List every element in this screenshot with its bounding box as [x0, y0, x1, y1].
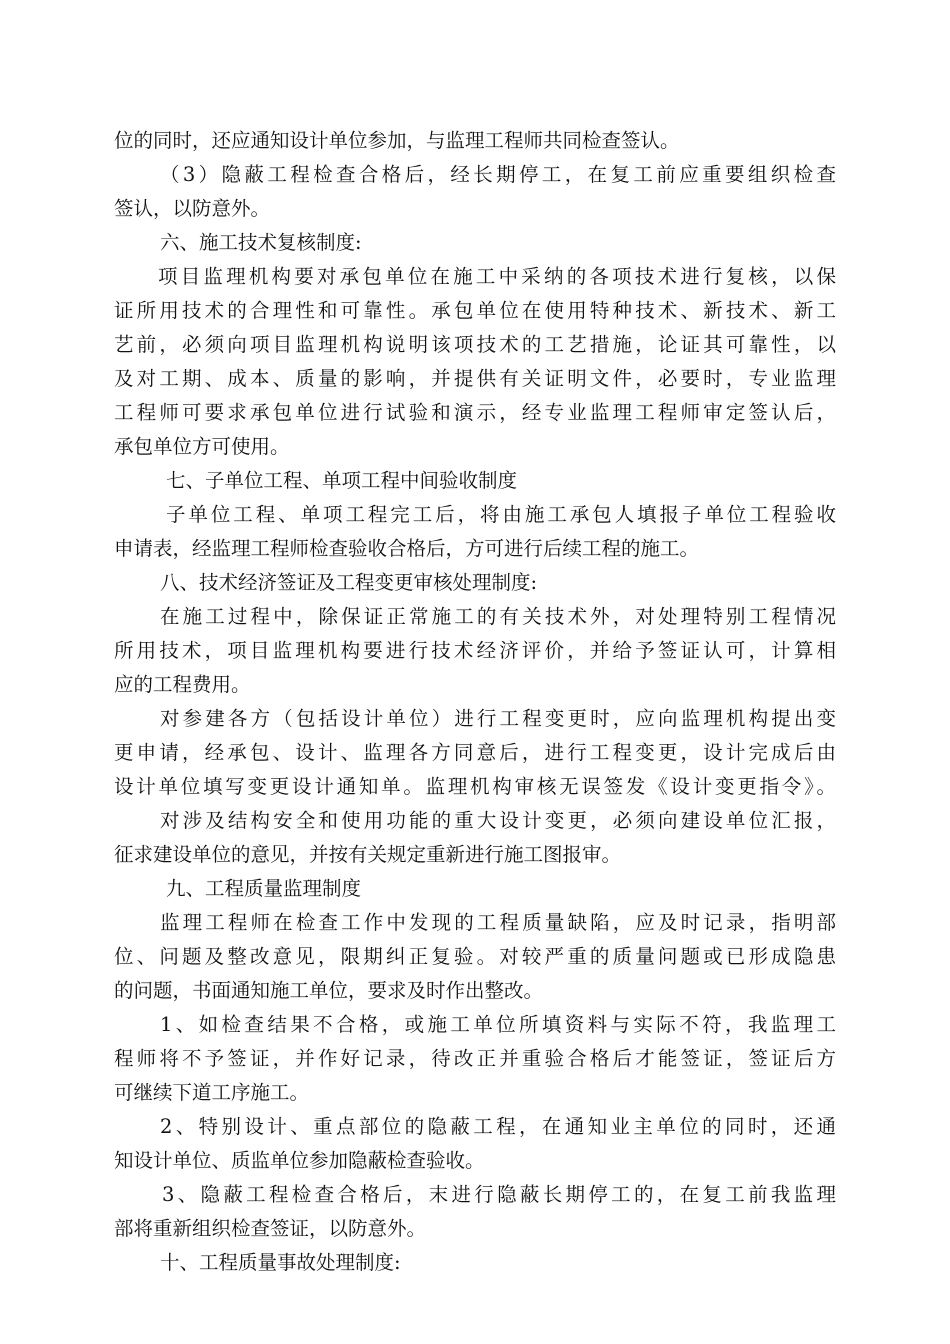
text-line: 3、隐蔽工程检查合格后，末进行隐蔽长期停工的，在复工前我监理	[162, 1183, 836, 1206]
text-line: 征求建设单位的意见，并按有关规定重新进行施工图报审。	[114, 843, 622, 866]
text-line: 子单位工程、单项工程完工后，将由施工承包人填报子单位工程验收	[166, 503, 836, 526]
text-line: 在施工过程中，除保证正常施工的有关技术外，对处理特别工程情况	[160, 605, 836, 628]
text-line: 部将重新组织检查签证，以防意外。	[114, 1217, 427, 1240]
text-line: 对涉及结构安全和使用功能的重大设计变更，必须向建设单位汇报，	[160, 809, 836, 832]
text-line: 申请表，经监理工程师检查验收合格后，方可进行后续工程的施工。	[114, 537, 700, 560]
text-line: 位的同时，还应通知设计单位参加，与监理工程师共同检查签认。	[114, 129, 680, 152]
text-line: 六、施工技术复核制度:	[160, 231, 362, 254]
text-line: 知设计单位、质监单位参加隐蔽检查验收。	[114, 1149, 485, 1172]
text-line: 七、子单位工程、单项工程中间验收制度	[166, 469, 518, 492]
text-line: 及对工期、成本、质量的影响，并提供有关证明文件，必要时，专业监理	[114, 367, 836, 390]
text-line: 1、如检查结果不合格，或施工单位所填资料与实际不符，我监理工	[160, 1013, 836, 1036]
text-line: 2、特别设计、重点部位的隐蔽工程，在通知业主单位的同时，还通	[160, 1115, 836, 1138]
text-line: （3）隐蔽工程检查合格后，经长期停工，在复工前应重要组织检查	[160, 163, 836, 186]
text-line: 所用技术，项目监理机构要进行技术经济评价，并给予签证认可，计算相	[114, 639, 836, 662]
text-line: 程师将不予签证，并作好记录，待改正并重验合格后才能签证，签证后方	[114, 1047, 836, 1070]
document-page	[114, 124, 836, 1280]
text-line: 承包单位方可使用。	[114, 435, 290, 458]
text-line: 项目监理机构要对承包单位在施工中采纳的各项技术进行复核，以保	[158, 265, 836, 288]
text-line: 的问题，书面通知施工单位，要求及时作出整改。	[114, 979, 544, 1002]
text-line: 对参建各方（包括设计单位）进行工程变更时，应向监理机构提出变	[160, 707, 836, 730]
text-line: 九、工程质量监理制度	[166, 877, 362, 900]
text-line: 设计单位填写变更设计通知单。监理机构审核无误签发《设计变更指令》。	[114, 775, 836, 798]
text-line: 十、工程质量事故处理制度:	[160, 1251, 401, 1274]
text-line: 签认，以防意外。	[114, 197, 271, 220]
text-line: 更申请，经承包、设计、监理各方同意后，进行工程变更，设计完成后由	[114, 741, 836, 764]
text-line: 工程师可要求承包单位进行试验和演示，经专业监理工程师审定签认后，	[114, 401, 836, 424]
text-line: 可继续下道工序施工。	[114, 1081, 310, 1104]
text-line: 位、问题及整改意见，限期纠正复验。对较严重的质量问题或已形成隐患	[114, 945, 836, 968]
text-line: 应的工程费用。	[114, 673, 251, 696]
text-line: 八、技术经济签证及工程变更审核处理制度:	[160, 571, 538, 594]
text-line: 监理工程师在检查工作中发现的工程质量缺陷，应及时记录，指明部	[160, 911, 836, 934]
text-line: 艺前，必须向项目监理机构说明该项技术的工艺措施，论证其可靠性，以	[114, 333, 836, 356]
text-line: 证所用技术的合理性和可靠性。承包单位在使用特种技术、新技术、新工	[114, 299, 836, 322]
